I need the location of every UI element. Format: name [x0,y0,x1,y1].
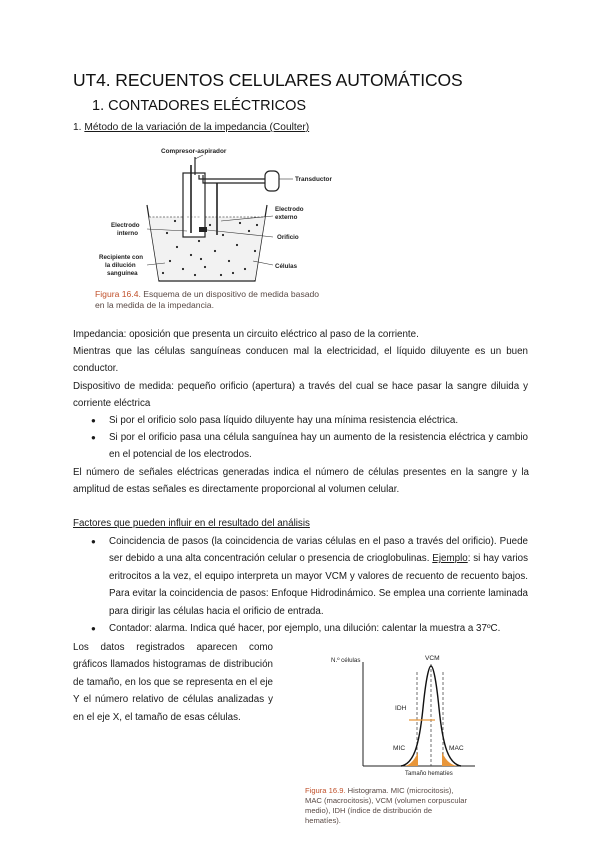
label-celulas: Células [275,263,298,270]
label-electrodo-externo-2: externo [275,214,298,221]
figure2-caption-label: Figura 16.9. [305,786,346,795]
label-compresor: Compresor-aspirador [161,148,227,155]
label-recipiente-2: la dilución [105,262,136,269]
label-n-celulas: N.º células [331,657,361,664]
paragraph-mientras: Mientras que las células sanguíneas conducen mal la electricidad, el líquido diluyente es un buen conductor. [73,346,528,375]
paragraph-numero-senales: El número de señales eléctricas generadas indica el número de células presentes en la sangre y la amplitud de estas señales es directamente proporcional al volumen celular. [73,467,529,496]
label-recipiente-3: sanguínea [107,270,138,277]
page-title: UT4. RECUENTOS CELULARES AUTOMÁTICOS [73,70,463,90]
label-vcm: VCM [425,655,440,662]
bullet-coincidencia [109,533,528,620]
label-tamano: Tamaño hematíes [405,771,453,777]
label-transductor: Transductor [295,176,332,183]
paragraph-dispositivo: Dispositivo de medida: pequeño orificio (apertura) a través del cual se hace pasar la sangre diluida y corriente eléctrica [73,381,528,410]
coincidencia-text-b: : si hay varios eritrocitos a la vez, el equipo interpreta un mayor VCM y valores de recuento de recuento bajos. Para evitar la coincidencia de pasos: Enfoque Hidrodinámico. Se emplea una corriente laminada para dirigir las células hacia el orificio de entrada. [109,553,528,617]
label-mic: MIC [393,745,406,752]
section-heading: 1. CONTADORES ELÉCTRICOS [92,98,307,114]
factores-heading: Factores que pueden influir en el resultado del análisis [73,518,310,529]
figure2-caption [305,786,470,826]
bullet-dot: ● [91,624,96,633]
label-electrodo-interno-1: Electrodo [111,222,140,229]
figure2-caption-text: Histograma. MIC (microcitosis), MAC (macrocitosis), VCM (volumen corpuscular medio), IDH (índice de distribución de hematíes). [305,786,468,825]
paragraph-impedancia: Impedancia: oposición que presenta un circuito eléctrico al paso de la corriente. [73,329,419,340]
subsection-number: 1. [73,122,82,133]
paragraph-datos-histogramas: Los datos registrados aparecen como gráficos llamados histogramas de distribución de tamaño, en los que se representa en el eje Y el número relativo de células analizadas y en el eje X, el tamaño de esas células. [73,642,273,723]
impedance-diagram [95,143,335,288]
subsection-title: Método de la variación de la impedancia (Coulter) [84,122,310,133]
bullet-contador: Contador: alarma. Indica qué hacer, por ejemplo, una dilución: calentar la muestra a 37ºC. [109,623,501,634]
label-idh: IDH [395,705,407,712]
label-electrodo-interno-2: interno [117,230,138,237]
label-electrodo-externo-1: Electrodo [275,206,304,213]
histogram-diagram [305,648,505,782]
figure1-caption [95,289,327,311]
figure-histogram [305,648,505,825]
label-recipiente-1: Recipiente con [99,254,144,261]
bullet-solo-liquido: Si por el orificio solo pasa líquido diluyente hay una mínima resistencia eléctrica. [109,415,459,426]
bullet-dot: ● [91,433,96,442]
ejemplo-label: Ejemplo [432,553,468,565]
label-mac: MAC [449,745,464,752]
subsection-heading [73,122,309,133]
figure1-caption-label: Figura 16.4. [95,289,141,299]
label-orificio: Orificio [277,234,299,241]
bullet-dot: ● [91,537,96,546]
bullet-dot: ● [91,416,96,425]
figure1-caption-text: Esquema de un dispositivo de medida basado en la medida de la impedancia. [95,289,320,310]
coincidencia-text-a: Coincidencia de pasos (la coincidencia de varias células en el paso a través del orificio). Puede ser debido a una alta concentración celular o presencia de crioglobulinas. [109,536,528,565]
bullet-celula-sanguinea: Si por el orificio pasa una célula sanguínea hay un aumento de la resistencia eléctrica y cambio en el potencial de los electrodos. [109,432,528,461]
figure-impedance-device [95,143,335,323]
